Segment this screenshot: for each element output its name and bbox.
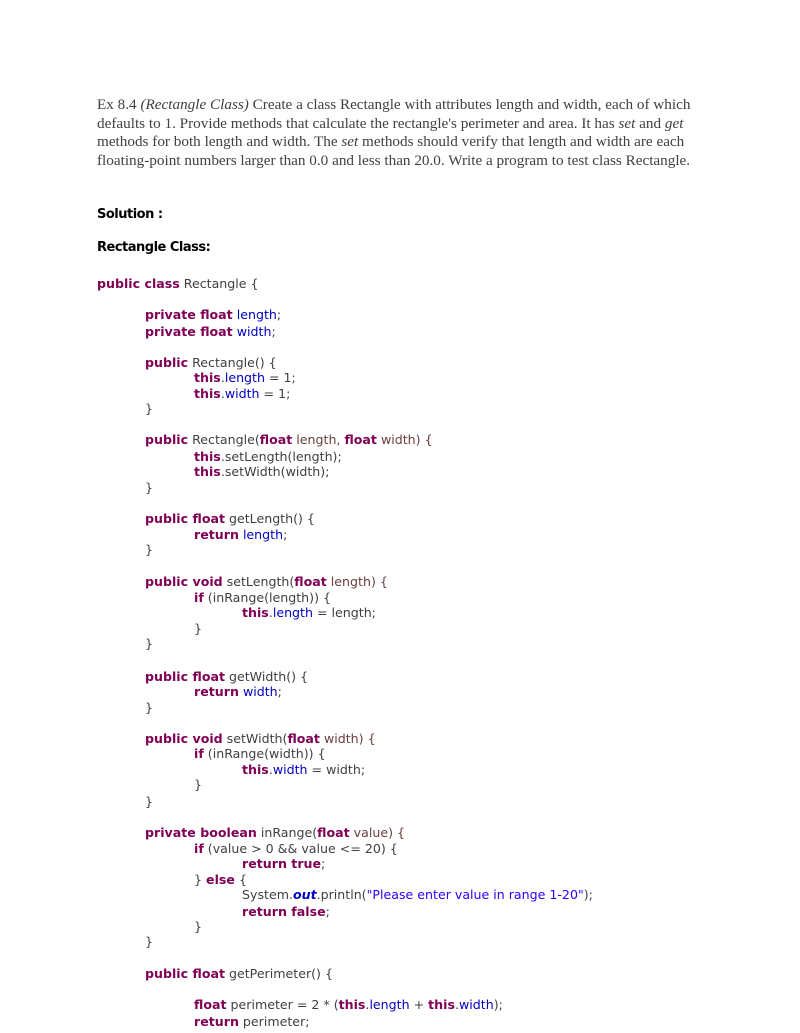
code-line: } [194,919,203,934]
code-text: { [234,872,247,887]
solution-heading: Solution : [97,207,163,222]
code-line [97,276,259,292]
code-line [242,605,376,621]
code-line: } [145,794,154,809]
code-keyword: if [194,841,204,856]
code-text: ; [277,684,282,699]
code-param: width) { [376,432,433,447]
code-text: } [194,872,207,887]
code-text: ); [583,887,593,902]
code-text: .setLength(length); [220,449,342,464]
code-line: } [145,636,154,651]
code-param: value) { [349,825,406,840]
code-keyword: this [194,464,221,479]
code-line [145,511,315,527]
code-field: length [236,307,277,322]
code-line: } [145,480,154,495]
code-keyword: public void [145,574,223,589]
code-text: .println( [316,887,367,902]
code-line: } [145,934,154,949]
problem-statement [97,96,703,170]
problem-text-italic: set [341,133,359,151]
code-text: ; [276,307,282,322]
code-field: width [224,386,260,401]
code-text: ); [493,997,503,1012]
code-keyword: public [145,355,189,370]
code-keyword: public float [145,669,225,684]
code-text: .setWidth(width); [220,464,330,479]
code-line [145,432,433,448]
code-line [145,731,376,747]
code-text: = width; [307,762,366,777]
code-line [194,527,287,543]
code-text: getLength() { [224,511,315,526]
code-keyword: float [194,997,227,1012]
code-text: (inRange(length)) { [203,590,332,605]
code-line [194,997,503,1013]
code-line [242,762,365,778]
code-keyword: private boolean [145,825,257,840]
code-line [145,966,333,982]
code-keyword: this [338,997,366,1012]
code-keyword: float [287,731,320,746]
code-text: . [220,370,225,385]
code-keyword: return [194,1014,239,1029]
code-keyword: public [145,432,189,447]
class-heading: Rectangle Class: [97,240,211,255]
code-text: Rectangle() { [188,355,277,370]
code-static-field: out [292,887,317,902]
code-text: setLength( [222,574,295,589]
code-line [194,746,326,762]
code-line [194,370,296,386]
code-line: } [194,621,203,636]
code-text: . [454,997,459,1012]
code-keyword: return [194,527,239,542]
code-field: length [369,997,410,1012]
code-keyword: public class [97,276,180,291]
code-text: (value > 0 && value <= 20) { [203,841,398,856]
code-text: (inRange(width)) { [203,746,326,761]
code-text: . [268,605,273,620]
code-line [194,1014,309,1030]
code-line [145,574,388,590]
code-keyword: return false [242,904,326,919]
code-text: = 1; [259,386,291,401]
code-line [194,449,342,465]
code-text: = length; [312,605,376,620]
code-line [194,841,398,857]
code-text: getWidth() { [224,669,309,684]
code-keyword: float [344,432,377,447]
code-line [145,355,277,371]
code-line [242,856,325,872]
code-field: length [224,370,265,385]
code-keyword: this [194,449,221,464]
code-line [145,669,308,685]
code-param: length) { [326,574,388,589]
code-line [194,872,247,888]
code-keyword: this [428,997,455,1012]
code-text: . [365,997,370,1012]
problem-text: and [635,114,665,132]
code-keyword: private float [145,307,233,322]
code-text: ; [271,324,276,339]
code-text: ; [325,904,330,919]
code-keyword: this [194,370,221,385]
code-text: . [220,386,225,401]
code-field: width [458,997,494,1012]
code-line: } [194,777,203,792]
code-field: width [272,762,308,777]
code-line [145,307,281,323]
code-field: width [236,324,272,339]
code-keyword: public void [145,731,223,746]
code-line [145,825,405,841]
exercise-number: Ex 8.4 [97,96,141,113]
code-text: ; [321,856,326,871]
code-text: . [268,762,273,777]
code-keyword: float [294,574,327,589]
code-line: } [145,401,154,416]
code-keyword: this [242,762,269,777]
code-text: Rectangle { [179,276,259,291]
code-field: length [272,605,313,620]
code-keyword: private float [145,324,233,339]
code-line [194,684,282,700]
code-keyword: return [194,684,239,699]
code-string: "Please enter value in range 1-20" [366,887,584,902]
code-line: } [145,700,154,715]
code-param: width) { [319,731,376,746]
code-field: width [242,684,278,699]
problem-text-italic: set [618,114,636,132]
problem-text: Create a class Rectangle with attributes length and width, each of which defaults to 1. Provide methods that calculate the rectangle's perimeter and area. It has [97,96,691,132]
code-field: length [242,527,284,542]
code-keyword: if [194,590,204,605]
code-line [194,590,331,606]
code-line [242,887,593,903]
code-keyword: public float [145,511,225,526]
code-text: ; [283,527,288,542]
problem-text: methods should verify that length and width are each floating-point numbers larger than 0.0 and less than 20.0. Write a program to test class Rectangle. [97,133,691,169]
code-text: perimeter = 2 * ( [226,997,339,1012]
problem-text: methods for both length and width. The [97,133,342,151]
code-keyword: else [206,872,235,887]
code-text: = 1; [264,370,296,385]
code-keyword: if [194,746,204,761]
code-text: perimeter; [238,1014,310,1029]
code-text: inRange( [256,825,318,840]
code-keyword: public float [145,966,225,981]
exercise-title: (Rectangle Class) [140,96,249,113]
code-line: } [145,542,154,557]
code-line [145,324,276,340]
code-keyword: float [317,825,350,840]
code-line [194,386,290,402]
code-text: + [409,997,429,1012]
problem-text-italic: get [664,114,684,132]
code-line [194,464,329,480]
code-param: length, [292,432,345,447]
code-keyword: float [259,432,293,447]
code-keyword: return true [242,856,322,871]
code-keyword: this [194,386,221,401]
code-text: Rectangle( [188,432,260,447]
code-text: System. [242,887,293,902]
code-keyword: this [242,605,269,620]
code-line [242,904,330,920]
code-text: setWidth( [222,731,288,746]
code-text: getPerimeter() { [224,966,333,981]
